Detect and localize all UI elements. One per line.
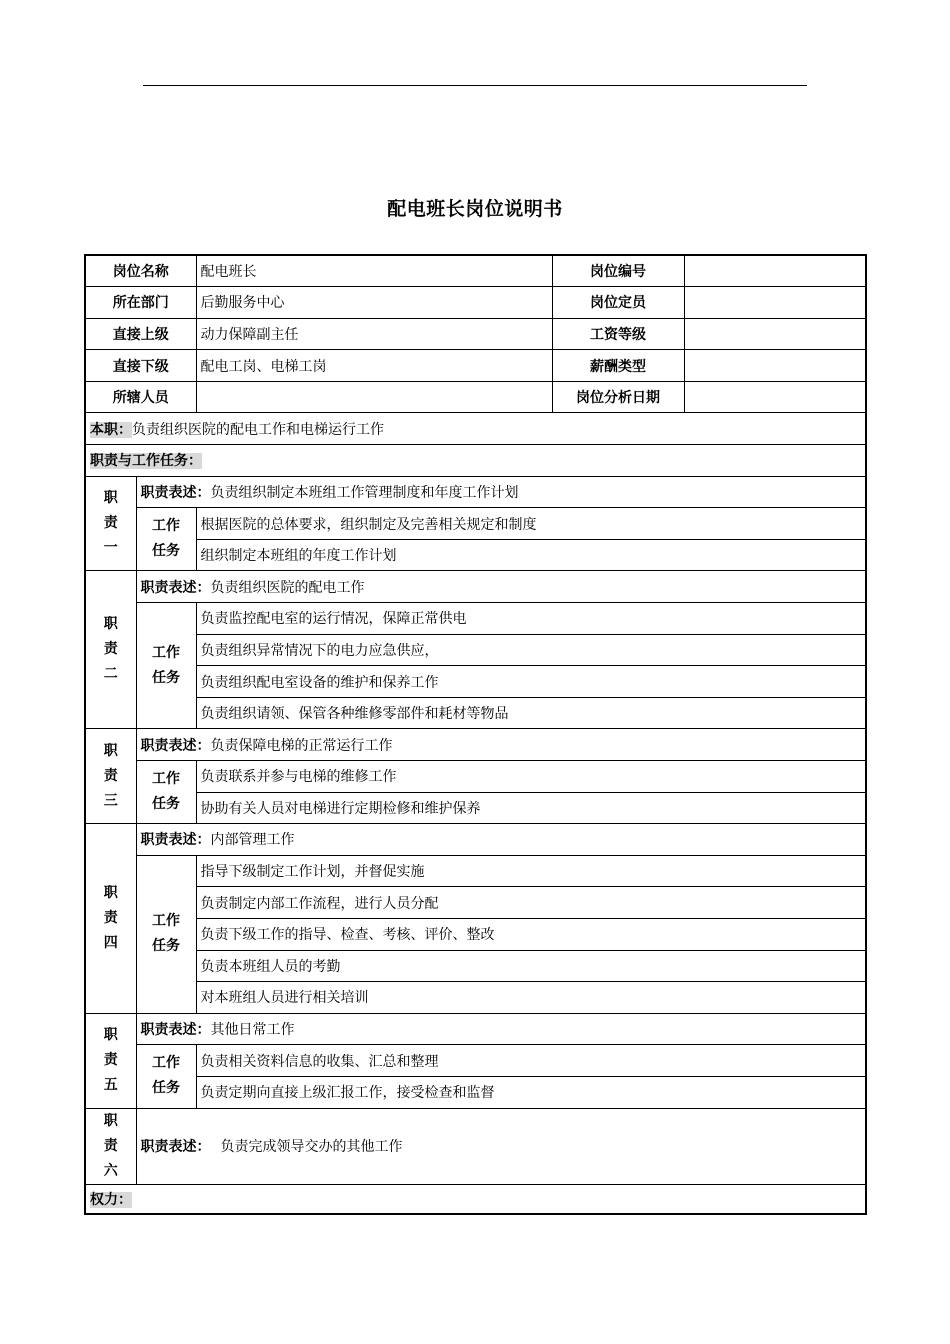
field-value: 配电班长	[196, 255, 552, 287]
task-label	[136, 1045, 196, 1108]
task-label-word: 工作	[152, 771, 180, 788]
task-item: 负责组织请领、保管各种维修零部件和耗材等物品	[196, 697, 866, 729]
field-label: 所在部门	[85, 287, 196, 319]
duty-name-char: 责	[103, 767, 118, 784]
duty-name-char: 责	[103, 1137, 118, 1154]
field-value	[196, 381, 552, 413]
duty-description-text: 负责组织制定本班组工作管理制度和年度工作计划	[210, 484, 519, 501]
duty-description-label: 职责表述：	[140, 737, 211, 754]
power-row	[85, 1184, 866, 1214]
field-label: 直接下级	[85, 350, 196, 382]
duty-name-char: 一	[103, 540, 118, 557]
duty-name-char: 职	[103, 1112, 118, 1129]
field-value: 后勤服务中心	[196, 287, 552, 319]
task-label-word: 任务	[152, 669, 180, 686]
duty-description	[136, 729, 866, 761]
task-label-word: 任务	[152, 543, 180, 560]
field-value: 配电工岗、电梯工岗	[196, 350, 552, 382]
duty-name-char: 六	[103, 1162, 118, 1179]
duty-name-char: 五	[103, 1077, 118, 1094]
duty-name-char: 责	[103, 641, 118, 658]
field-value	[684, 255, 866, 287]
header-rule	[143, 85, 807, 86]
field-value: 动力保障副主任	[196, 318, 552, 350]
task-label	[136, 761, 196, 824]
task-item: 负责定期向直接上级汇报工作，接受检查和监督	[196, 1076, 866, 1108]
duty-description-label: 职责表述：	[140, 484, 211, 501]
task-label-word: 任务	[152, 1080, 180, 1097]
duty-name-char: 三	[103, 792, 118, 809]
duty-description-label: 职责表述：	[140, 1139, 211, 1156]
duty-description-label: 职责表述：	[140, 1022, 211, 1039]
main-duty-text: 负责组织医院的配电工作和电梯运行工作	[132, 421, 384, 438]
duty-name-char: 二	[103, 666, 118, 683]
duty-name-char: 职	[103, 884, 118, 901]
duty-description-text: 负责组织医院的配电工作	[210, 579, 365, 596]
task-item: 根据医院的总体要求，组织制定及完善相关规定和制度	[196, 508, 866, 540]
duty-name-char: 职	[103, 616, 118, 633]
duty-description	[136, 1108, 866, 1184]
duty-name	[85, 729, 136, 824]
task-item: 协助有关人员对电梯进行定期检修和维护保养	[196, 792, 866, 824]
task-item: 负责联系并参与电梯的维修工作	[196, 761, 866, 793]
field-label: 薪酬类型	[552, 350, 684, 382]
duty-description-label: 职责表述：	[140, 579, 211, 596]
task-item: 组织制定本班组的年度工作计划	[196, 539, 866, 571]
duty-name-char: 责	[103, 909, 118, 926]
field-label: 直接上级	[85, 318, 196, 350]
task-item: 负责监控配电室的运行情况，保障正常供电	[196, 603, 866, 635]
duty-name	[85, 1108, 136, 1184]
task-label-word: 工作	[152, 518, 180, 535]
document-title: 配电班长岗位说明书	[387, 198, 563, 220]
task-item: 负责制定内部工作流程，进行人员分配	[196, 887, 866, 919]
duty-description-text: 其他日常工作	[210, 1022, 295, 1039]
field-label: 所辖人员	[85, 381, 196, 413]
duty-description	[136, 571, 866, 603]
duty-name-char: 职	[103, 1027, 118, 1044]
task-label-word: 工作	[152, 644, 180, 661]
duty-name	[85, 571, 136, 729]
main-duty-label: 本职：	[90, 421, 132, 438]
duties-header: 职责与工作任务：	[90, 453, 202, 470]
field-label: 岗位定员	[552, 287, 684, 319]
task-item: 指导下级制定工作计划，并督促实施	[196, 855, 866, 887]
duty-name	[85, 824, 136, 1014]
task-label-word: 工作	[152, 913, 180, 930]
duty-description-text: 内部管理工作	[210, 832, 295, 849]
task-item: 负责下级工作的指导、检查、考核、评价、整改	[196, 918, 866, 950]
duty-name	[85, 1013, 136, 1108]
duty-description-text: 负责保障电梯的正常运行工作	[210, 737, 393, 754]
power-label: 权力：	[90, 1191, 132, 1208]
field-label: 岗位名称	[85, 255, 196, 287]
task-label-word: 任务	[152, 938, 180, 955]
field-label: 岗位分析日期	[552, 381, 684, 413]
task-label	[136, 603, 196, 729]
task-item: 负责相关资料信息的收集、汇总和整理	[196, 1045, 866, 1077]
field-label: 工资等级	[552, 318, 684, 350]
duty-description-label: 职责表述：	[140, 832, 211, 849]
task-label-word: 工作	[152, 1055, 180, 1072]
duty-name-char: 职	[103, 490, 118, 507]
duty-description	[136, 476, 866, 508]
duty-name-char: 责	[103, 1052, 118, 1069]
duty-name-char: 职	[103, 742, 118, 759]
task-item: 负责本班组人员的考勤	[196, 950, 866, 982]
duties-header-row	[85, 445, 866, 477]
task-label	[136, 508, 196, 571]
duty-name	[85, 476, 136, 571]
duty-description	[136, 824, 866, 856]
duty-description-text: 负责完成领导交办的其他工作	[220, 1139, 403, 1156]
duty-description	[136, 1013, 866, 1045]
field-value	[684, 350, 866, 382]
field-label: 岗位编号	[552, 255, 684, 287]
field-value	[684, 287, 866, 319]
field-value	[684, 318, 866, 350]
task-item: 负责组织异常情况下的电力应急供应，	[196, 634, 866, 666]
duty-name-char: 四	[103, 934, 118, 951]
field-value	[684, 381, 866, 413]
main-duty-row	[85, 413, 866, 445]
duty-name-char: 责	[103, 515, 118, 532]
task-item: 负责组织配电室设备的维护和保养工作	[196, 666, 866, 698]
job-description-table	[84, 254, 867, 1215]
task-item: 对本班组人员进行相关培训	[196, 982, 866, 1014]
task-label-word: 任务	[152, 796, 180, 813]
task-label	[136, 855, 196, 1013]
